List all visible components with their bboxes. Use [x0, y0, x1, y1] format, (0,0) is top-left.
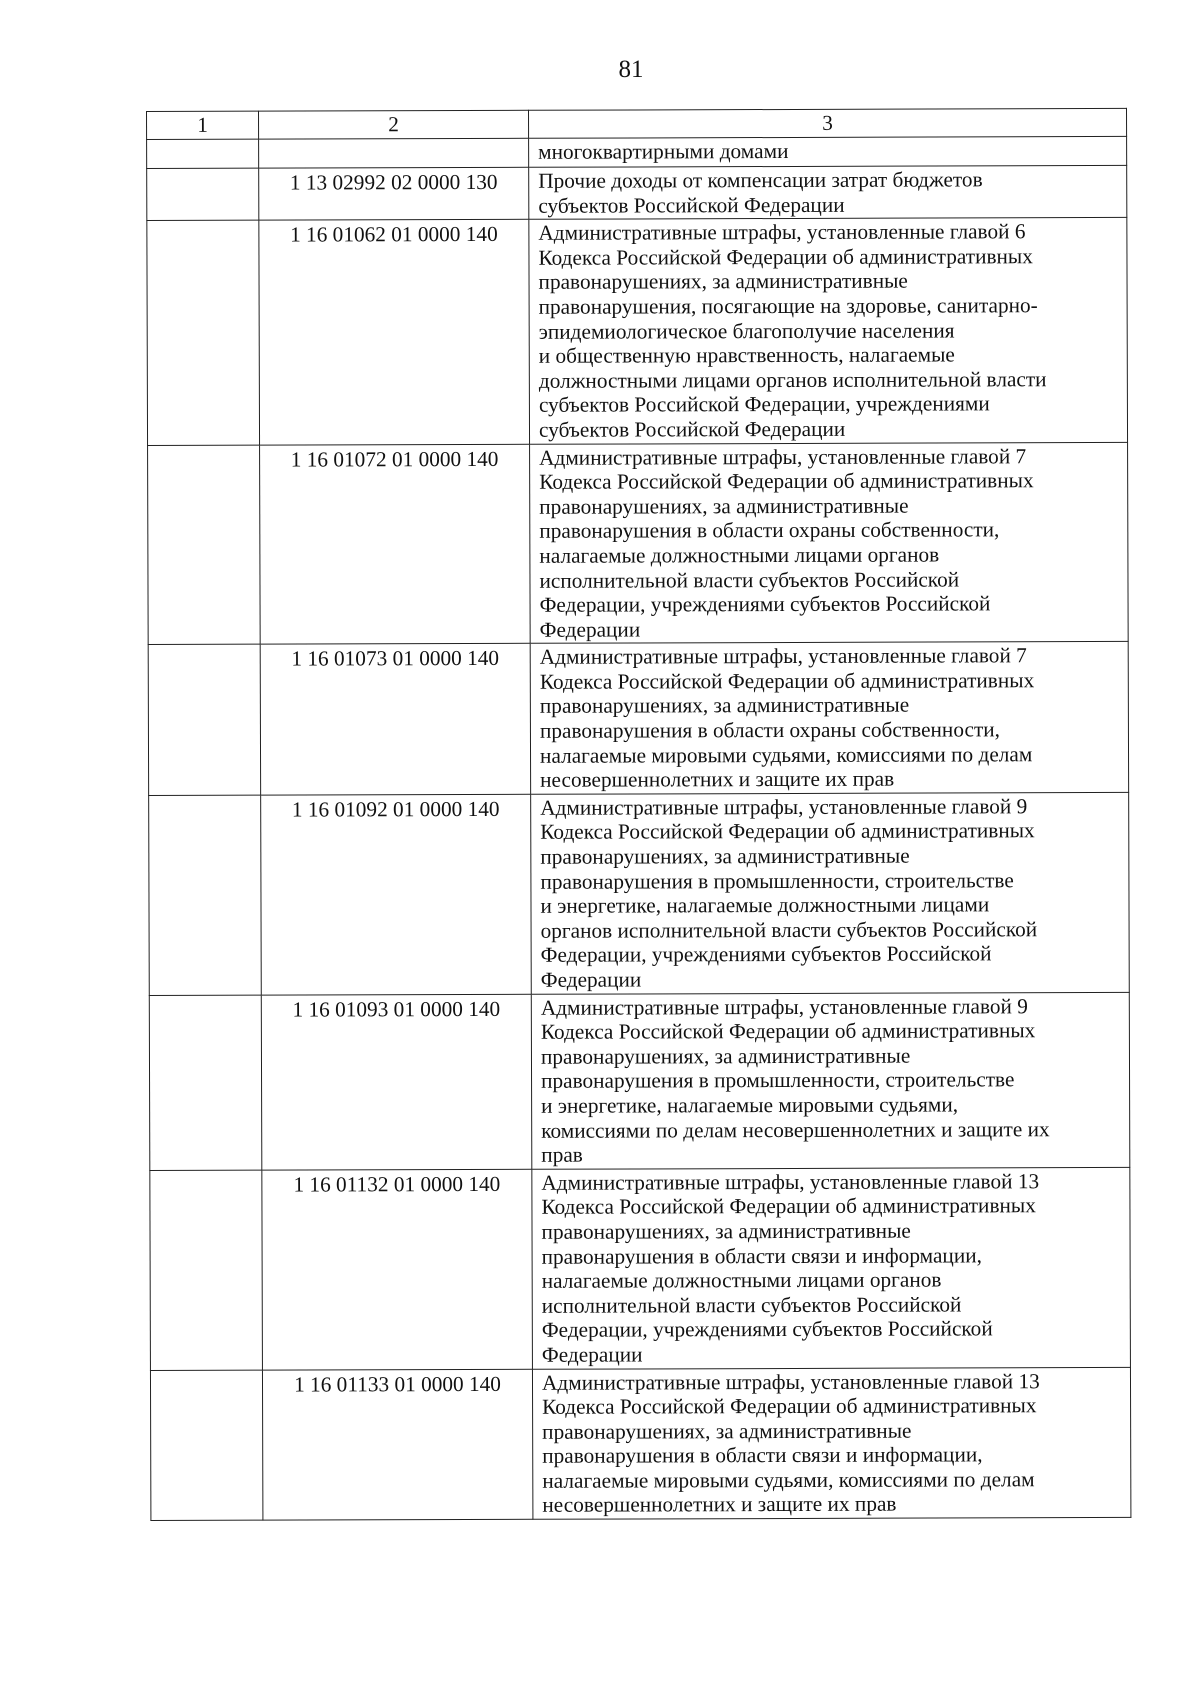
row-column-1-cell — [149, 995, 262, 1171]
budget-code-cell: 1 13 02992 02 0000 130 — [259, 167, 529, 220]
income-description-cell: Административные штрафы, установленные главой 9 Кодекса Российской Федерации об административных правонарушениях, за административные правонарушения в промышленности, строительстве и энергетике, налагаемые должностными лицами органов исполнительной власти субъектов Российской Федерации, учреждениями субъектов Российской Федерации — [531, 792, 1130, 994]
row-column-1-cell — [148, 445, 261, 645]
table-row — [147, 165, 1127, 220]
budget-code-cell: 1 16 01093 01 0000 140 — [261, 994, 532, 1170]
row-column-1-cell — [150, 1370, 262, 1521]
row-column-1-cell — [148, 644, 260, 795]
table-row — [149, 992, 1130, 1170]
row-column-1-cell — [149, 795, 262, 995]
budget-code-cell: 1 16 01062 01 0000 140 — [259, 219, 530, 444]
budget-code-cell: 1 16 01072 01 0000 140 — [260, 444, 531, 645]
table-row — [149, 792, 1130, 995]
budget-code-cell: 1 16 01133 01 0000 140 — [262, 1369, 532, 1520]
table-row — [147, 136, 1127, 168]
table-row — [148, 642, 1128, 796]
budget-code-cell: 1 16 01073 01 0000 140 — [260, 644, 530, 795]
column-header-1: 1 — [147, 111, 259, 139]
income-description-cell: Административные штрафы, установленные главой 6 Кодекса Российской Федерации об административных правонарушениях, за административные правонарушения, посягающие на здоровье, санитарно- эпидемиологическое благополучие населения и общественную нравственность, налагаемые должностными лицами органов исполнительной власти субъектов Российской Федерации, учреждениями субъектов Российской Федерации — [529, 218, 1128, 444]
row-column-1-cell — [147, 168, 259, 221]
page-number: 81 — [618, 56, 644, 83]
income-description-cell: Административные штрафы, установленные главой 9 Кодекса Российской Федерации об административных правонарушениях, за административные правонарушения в промышленности, строительстве и энергетике, налагаемые мировыми судьями, комиссиями по делам несовершеннолетних и защите их прав — [531, 992, 1130, 1169]
table-row — [147, 218, 1128, 445]
row-column-1-cell — [147, 139, 259, 168]
income-description-cell: Административные штрафы, установленные главой 13 Кодекса Российской Федерации об административных правонарушениях, за административные правонарушения в области связи и информации, налагаемые должностными лицами органов исполнительной власти субъектов Российской Федерации, учреждениями субъектов Российской Федерации — [532, 1167, 1131, 1369]
table-row — [150, 1367, 1130, 1521]
table-header-row — [147, 108, 1127, 139]
income-description-cell: Административные штрафы, установленные главой 7 Кодекса Российской Федерации об административных правонарушениях, за административные правонарушения в области охраны собственности, налагаемые мировыми судьями, комиссиями по делам несовершеннолетних и защите их прав — [530, 642, 1128, 794]
budget-code-cell — [259, 138, 529, 168]
column-header-3: 3 — [528, 108, 1126, 138]
budget-codes-table — [146, 108, 1131, 1521]
income-description-cell: Административные штрафы, установленные главой 13 Кодекса Российской Федерации об административных правонарушениях, за административные правонарушения в области связи и информации, налагаемые мировыми судьями, комиссиями по делам несовершеннолетних и защите их прав — [532, 1367, 1130, 1519]
income-description-cell: Административные штрафы, установленные главой 7 Кодекса Российской Федерации об административных правонарушениях, за административные правонарушения в области охраны собственности, налагаемые должностными лицами органов исполнительной власти субъектов Российской Федерации, учреждениями субъектов Российской Федерации — [530, 442, 1129, 644]
budget-code-cell: 1 16 01092 01 0000 140 — [261, 794, 532, 995]
income-description-cell: Прочие доходы от компенсации затрат бюджетов субъектов Российской Федерации — [529, 165, 1127, 219]
column-header-2: 2 — [259, 110, 529, 139]
budget-code-cell: 1 16 01132 01 0000 140 — [262, 1169, 533, 1370]
table-row — [148, 442, 1129, 645]
table-row — [150, 1167, 1131, 1370]
income-description-cell: многоквартирными домами — [529, 136, 1127, 167]
row-column-1-cell — [147, 220, 260, 445]
row-column-1-cell — [150, 1170, 263, 1370]
